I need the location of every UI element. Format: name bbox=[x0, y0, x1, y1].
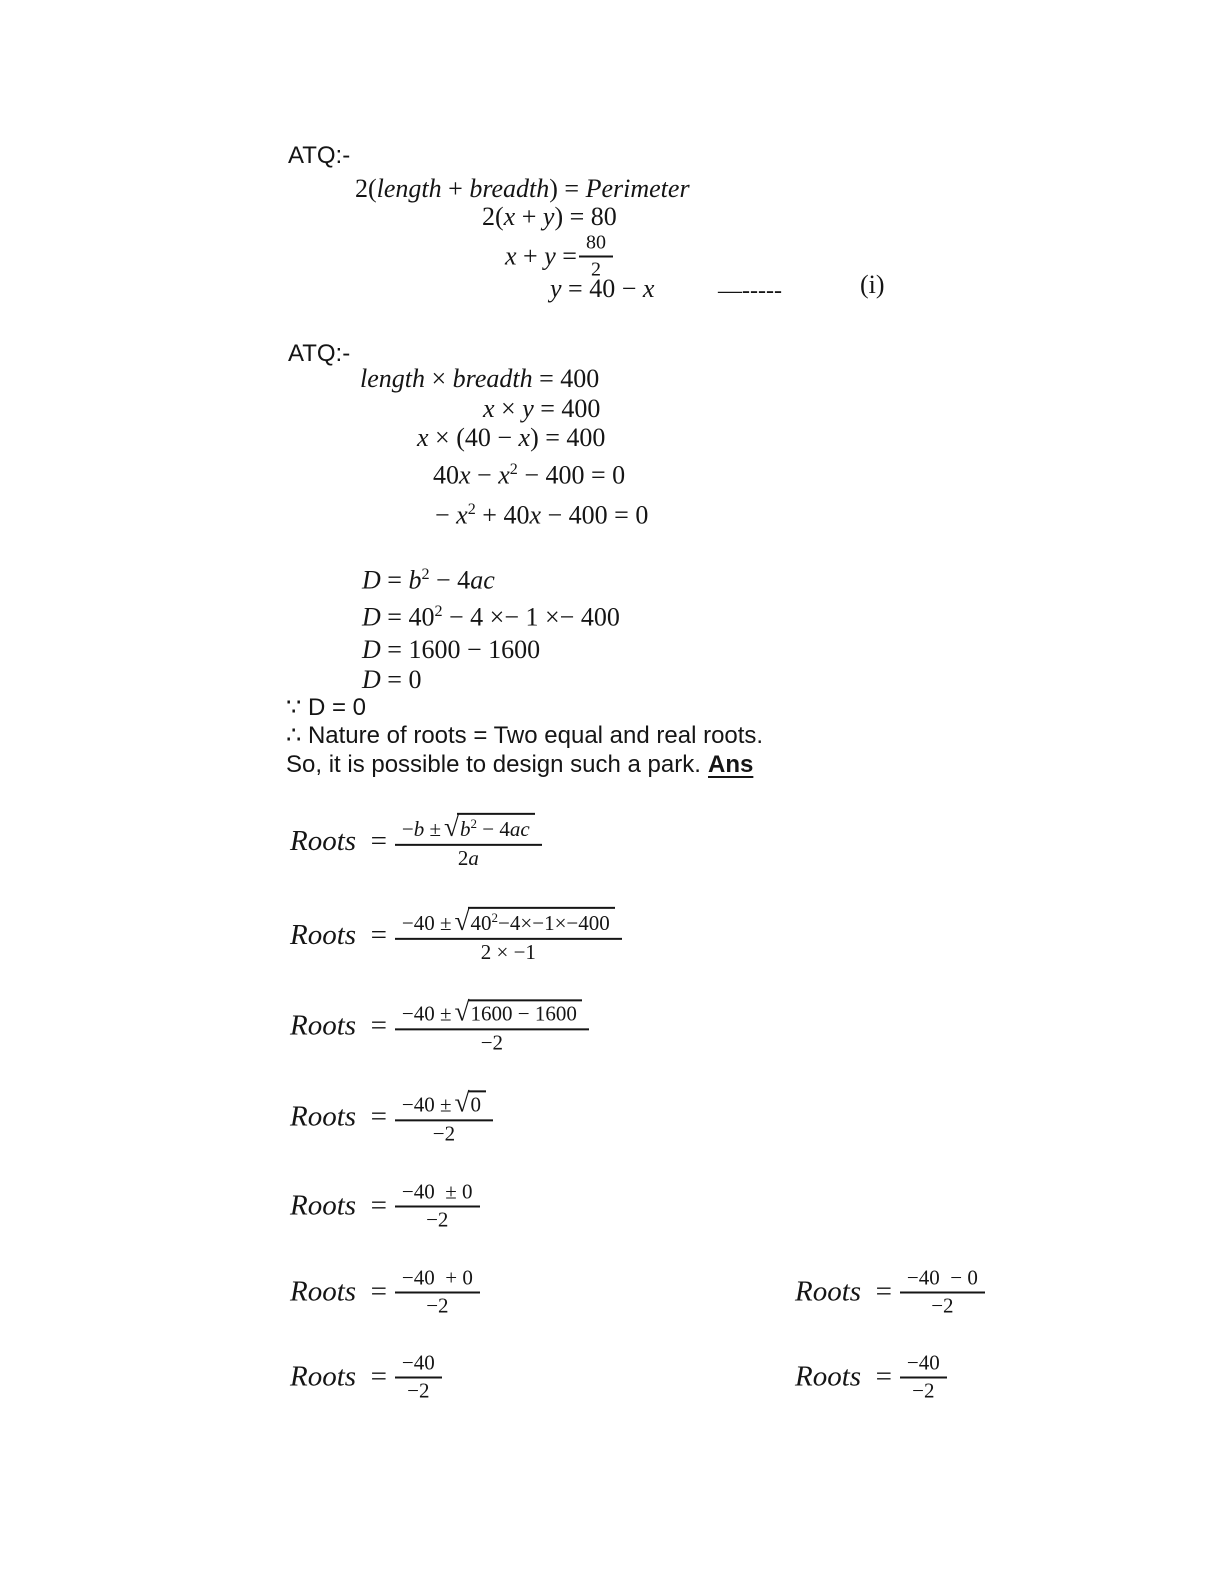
fraction bbox=[395, 813, 542, 869]
fraction-denominator: −2 bbox=[931, 1293, 954, 1318]
fraction-denominator: 2 bbox=[590, 258, 601, 281]
fraction-denominator: −2 bbox=[912, 1378, 935, 1403]
roots-label: Roots = bbox=[290, 824, 387, 857]
fraction bbox=[900, 1265, 985, 1318]
fraction-denominator: −2 bbox=[426, 1293, 449, 1318]
roots-eq-final-left bbox=[290, 1350, 444, 1403]
eq-x-40-minus-x: x × (40 − x) = 400 bbox=[417, 423, 606, 452]
eq-minus-x2-plus-40x: − $x^2 + 40x - 400 = 0$ bbox=[435, 500, 649, 530]
radical: $√b^2 - 4ac$ bbox=[444, 813, 535, 841]
roots-label: Roots = bbox=[290, 918, 387, 951]
fraction-denominator: 2a bbox=[457, 846, 479, 871]
fraction-denominator: −2 bbox=[432, 1121, 456, 1146]
radical: √0 bbox=[455, 1089, 486, 1116]
eq-xy-equals-80-over-2 bbox=[505, 233, 615, 280]
roots-label: Roots = bbox=[290, 1100, 387, 1133]
radical-sign-icon: √ bbox=[454, 996, 470, 1027]
roots-eq-final-right bbox=[795, 1350, 949, 1403]
fraction-denominator: −2 bbox=[407, 1378, 430, 1403]
eq-d-1600: D = 1600 − 1600 bbox=[362, 635, 541, 664]
eq-d-formula: $D = b^2 - 4ac$ bbox=[362, 565, 495, 595]
fraction bbox=[395, 907, 622, 963]
fraction-numerator: −40 ± 0 bbox=[401, 1179, 473, 1204]
fraction-numerator: −40 bbox=[906, 1350, 940, 1375]
fraction-denominator: −2 bbox=[480, 1030, 504, 1055]
fraction-numerator: −40 ± √1600 − 1600 bbox=[395, 998, 589, 1025]
fraction-numerator: −40 ± √0 bbox=[395, 1089, 493, 1116]
answer-label: Ans bbox=[708, 751, 754, 778]
fraction-numerator: $-b \pm √b^2 - 4ac$ bbox=[395, 813, 542, 841]
eq-d-substituted: $D = 40^2 - 4 \times- 1 \times- 400$ bbox=[362, 602, 620, 632]
fraction-denominator: 2 × −1 bbox=[480, 940, 536, 965]
fraction bbox=[395, 1179, 480, 1232]
radical-sign-icon: √ bbox=[454, 905, 470, 936]
roots-label: Roots = bbox=[290, 1275, 387, 1308]
roots-eq-sqrt-zero bbox=[290, 1089, 495, 1144]
equation-ref-i: (i) bbox=[860, 270, 885, 299]
fraction-numerator: −40 + 0 bbox=[401, 1265, 473, 1290]
fraction-numerator: 80 bbox=[585, 231, 606, 254]
eq-lead: x + y = bbox=[505, 241, 577, 270]
fraction bbox=[395, 1265, 480, 1318]
roots-eq-minus-zero bbox=[795, 1265, 987, 1318]
fraction-numerator: −40 − 0 bbox=[906, 1265, 978, 1290]
atq-heading-2: ATQ:- bbox=[288, 340, 351, 367]
note-conclusion: So, it is possible to design such a park. bbox=[286, 751, 701, 778]
eq-perimeter-definition: 2(length + breadth) = Perimeter bbox=[355, 174, 690, 203]
eq-y-equals-40-minus-x: y = 40 − x bbox=[550, 274, 655, 303]
note-therefore: ∴ Nature of roots = Two equal and real roots. bbox=[286, 722, 764, 749]
fraction bbox=[395, 998, 589, 1053]
roots-eq-plus-zero bbox=[290, 1265, 482, 1318]
eq-40x-minus-x2: $40x - x^2 - 400 = 0$ bbox=[433, 460, 626, 490]
radical-sign-icon: √ bbox=[444, 811, 460, 842]
eq-area-definition: length × breadth = 400 bbox=[360, 364, 600, 393]
roots-eq-general-formula bbox=[290, 813, 544, 869]
fraction-numerator: −40 bbox=[401, 1350, 435, 1375]
fraction bbox=[900, 1350, 947, 1403]
note-because: ∵ D = 0 bbox=[286, 694, 366, 721]
roots-label: Roots = bbox=[795, 1360, 892, 1393]
roots-label: Roots = bbox=[290, 1189, 387, 1222]
fraction bbox=[395, 1350, 442, 1403]
radical: √1600 − 1600 bbox=[455, 998, 582, 1025]
atq-heading-1: ATQ:- bbox=[288, 142, 351, 169]
roots-label: Roots = bbox=[795, 1275, 892, 1308]
eq-2xy-equals-80: 2(x + y) = 80 bbox=[482, 202, 617, 231]
fraction-numerator: $-40 \pm √40^2-4\times-1\times-400$ bbox=[395, 907, 622, 935]
eq-d-zero: D = 0 bbox=[362, 665, 422, 694]
radical: $√40^2-4\times-1\times-400$ bbox=[455, 907, 615, 935]
dash-separator: —----- bbox=[718, 278, 782, 304]
roots-eq-plusminus-zero bbox=[290, 1179, 482, 1232]
eq-xy-400: x × y = 400 bbox=[483, 394, 601, 423]
radical-sign-icon: √ bbox=[454, 1087, 470, 1118]
fraction bbox=[579, 233, 613, 280]
fraction-bar bbox=[579, 256, 613, 258]
roots-label: Roots = bbox=[290, 1360, 387, 1393]
fraction-denominator: −2 bbox=[426, 1207, 449, 1232]
roots-eq-1600 bbox=[290, 998, 591, 1053]
roots-eq-substituted bbox=[290, 907, 624, 963]
fraction bbox=[395, 1089, 493, 1144]
roots-label: Roots = bbox=[290, 1009, 387, 1042]
